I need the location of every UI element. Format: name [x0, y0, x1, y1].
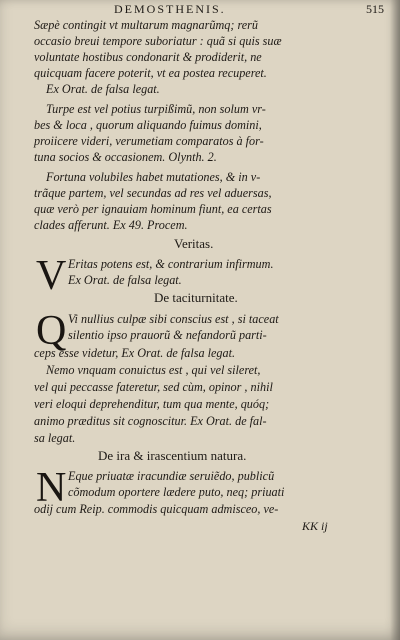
text-line: clades afferunt. Ex 49. Procem.: [34, 218, 188, 232]
text-line: cõmodum oportere lædere puto, neq; priuati: [68, 485, 285, 499]
signature-mark: KK ij: [302, 519, 328, 533]
text-line: voluntate hostibus condonarit & prodiderit, ne: [34, 50, 262, 64]
text-line: Eritas potens est, & contrarium infirmum.: [68, 257, 274, 271]
text-line: veri eloqui deprehenditur, tum qua mente, quóq;: [34, 397, 270, 411]
running-head-title: DEMOSTHENIS.: [114, 2, 226, 16]
text-line: tuna socios & occasionem. Olynth. 2.: [34, 150, 217, 164]
text-line: occasio breui tempore suboriatur : quã si quis suæ: [34, 34, 282, 48]
text-line: ceps esse videtur, Ex Orat. de falsa legat.: [34, 346, 236, 360]
text-line: Sæpè contingit vt multarum magnarũmq; rerũ: [34, 18, 258, 32]
text-line: odij cum Reip. commodis quicquam admisceo, ve-: [34, 502, 279, 516]
text-line: proiicere videri, verumetiam comparatos à for-: [34, 134, 264, 148]
text-line: Vi nullius culpæ sibi conscius est , si taceat: [68, 312, 279, 326]
text-line: trãque partem, vel secundas ad res vel aduersas,: [34, 186, 272, 200]
initial-letter-n: N: [36, 465, 67, 511]
text-line: Turpe est vel potius turpißimũ, non solum vr-: [46, 102, 266, 116]
text-line: Nemo vnquam conuictus est , qui vel sileret,: [46, 363, 261, 377]
text-line: quicquam facere poterit, vt ea postea recuperet.: [34, 66, 267, 80]
page-number: 515: [366, 2, 384, 16]
section-heading-taciturnitate: De taciturnitate.: [154, 290, 238, 305]
text-line: Eque priuatæ iracundiæ seruiẽdo, publicũ: [68, 469, 275, 483]
text-line: vel qui peccasse fateretur, sed cùm, opinor , nihil: [34, 380, 273, 394]
text-line: Fortuna volubiles habet mutationes, & in v-: [46, 170, 261, 184]
section-heading-veritas: Veritas.: [174, 236, 214, 251]
text-line: quæ verò per ignauiam hominum fiunt, ea certas: [34, 202, 272, 216]
text-line: bes & loca , quorum aliquando fuimus domini,: [34, 118, 262, 132]
initial-letter-q: Q: [36, 308, 67, 354]
initial-letter-v: V: [36, 253, 67, 299]
text-line: silentio ipso prauorũ & nefandorũ parti-: [68, 328, 267, 342]
running-head: [114, 2, 384, 17]
text-line: Ex Orat. de falsa legat.: [46, 82, 160, 96]
text-line: Ex Orat. de falsa legat.: [68, 273, 182, 287]
section-heading-ira: De ira & irascentium natura.: [98, 448, 247, 463]
text-line: animo præditus sit cognoscitur. Ex Orat. de fal-: [34, 414, 267, 428]
text-line: sa legat.: [34, 431, 76, 445]
